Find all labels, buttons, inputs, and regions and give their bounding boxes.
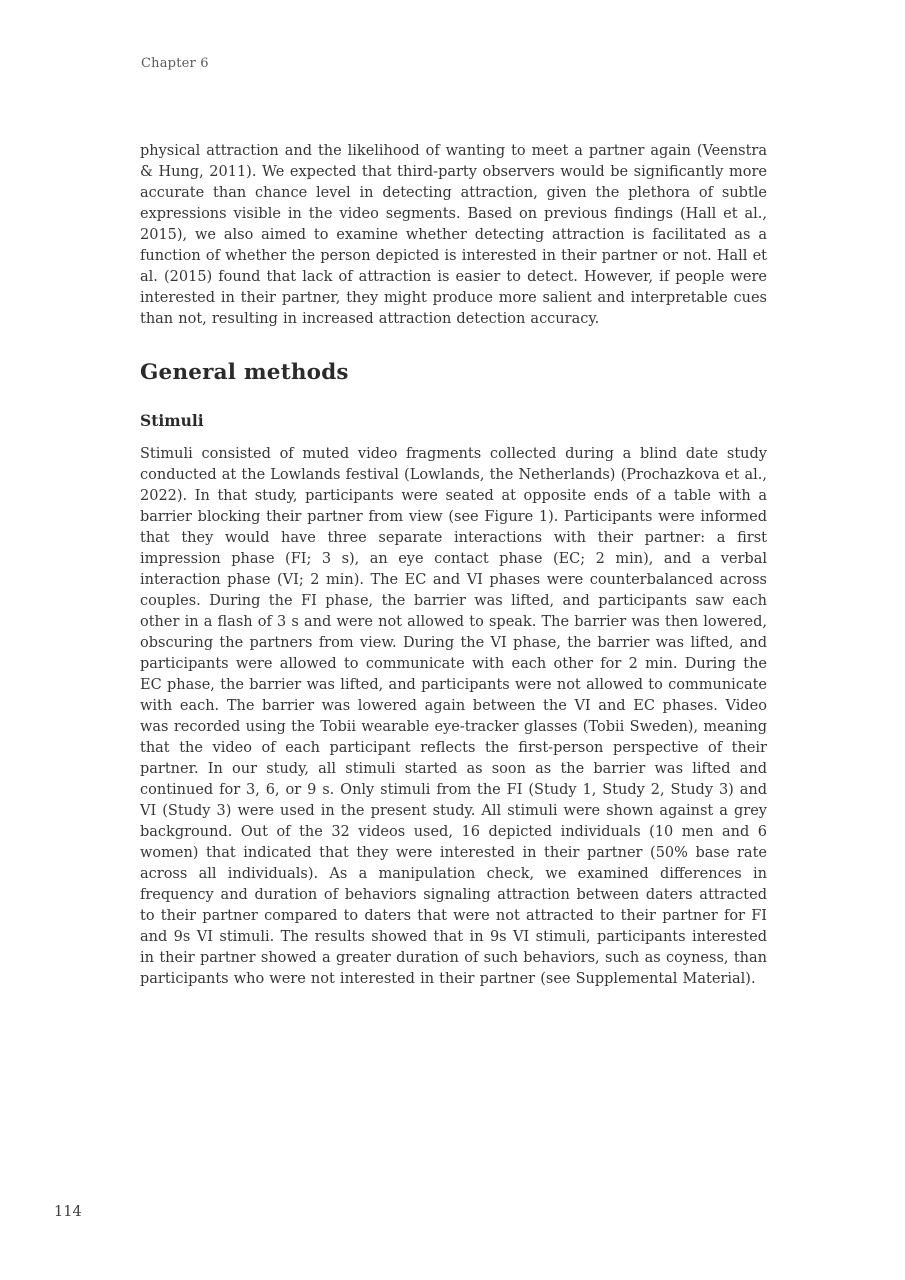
body-paragraph-intro: physical attraction and the likelihood of wanting to meet a partner again (Veenstra & Hung, 2011). We expected that third-party observers would be significantly more accurate than chance level in detecting attraction, given the plethora of subtle expressions visible in the video segments. Based on previous findings (Hall et al., 2015), we also aimed to examine whether detecting attraction is facilitated as a function of whether the person depicted is interested in their partner or not. Hall et al. (2015) found that lack of attraction is easier to detect. However, if people were interested in their partner, they might produce more salient and interpretable cues than not, resulting in increased attraction detection accuracy. <box>140 143 767 327</box>
body-paragraph-stimuli: Stimuli consisted of muted video fragments collected during a blind date study conducted at the Lowlands festival (Lowlands, the Netherlands) (Prochazkova et al., 2022). In that study, participants were seated at opposite ends of a table with a barrier blocking their partner from view (see Figure 1). Participants were informed that they would have three separate interactions with their partner: a first impression phase (FI; 3 s), an eye contact phase (EC; 2 min), and a verbal interaction phase (VI; 2 min). The EC and VI phases were counterbalanced across couples. During the FI phase, the barrier was lifted, and participants saw each other in a flash of 3 s and were not allowed to speak. The barrier was then lowered, obscuring the partners from view. During the VI phase, the barrier was lifted, and participants were allowed to communicate with each other for 2 min. During the EC phase, the barrier was lifted, and participants were not allowed to communicate with each. The barrier was lowered again between the VI and EC phases. Video was recorded using the Tobii wearable eye-tracker glasses (Tobii Sweden), meaning that the video of each participant reflects the first-person perspective of their partner. In our study, all stimuli started as soon as the barrier was lifted and continued for 3, 6, or 9 s. Only stimuli from the FI (Study 1, Study 2, Study 3) and VI (Study 3) were used in the present study. All stimuli were shown against a grey background. Out of the 32 videos used, 16 depicted individuals (10 men and 6 women) that indicated that they were interested in their partner (50% base rate across all individuals). As a manipulation check, we examined differences in frequency and duration of behaviors signaling attraction between daters attracted to their partner compared to daters that were not attracted to their partner for FI and 9s VI stimuli. The results showed that in 9s VI stimuli, participants interested in their partner showed a greater duration of such behaviors, such as coyness, than participants who were not interested in their partner (see Supplemental Material). <box>140 446 767 987</box>
subsection-heading-stimuli: Stimuli <box>140 411 204 430</box>
page-number: 114 <box>54 1204 82 1220</box>
section-heading-general-methods: General methods <box>140 360 349 385</box>
running-header: Chapter 6 <box>141 56 209 71</box>
text-block <box>140 141 767 990</box>
